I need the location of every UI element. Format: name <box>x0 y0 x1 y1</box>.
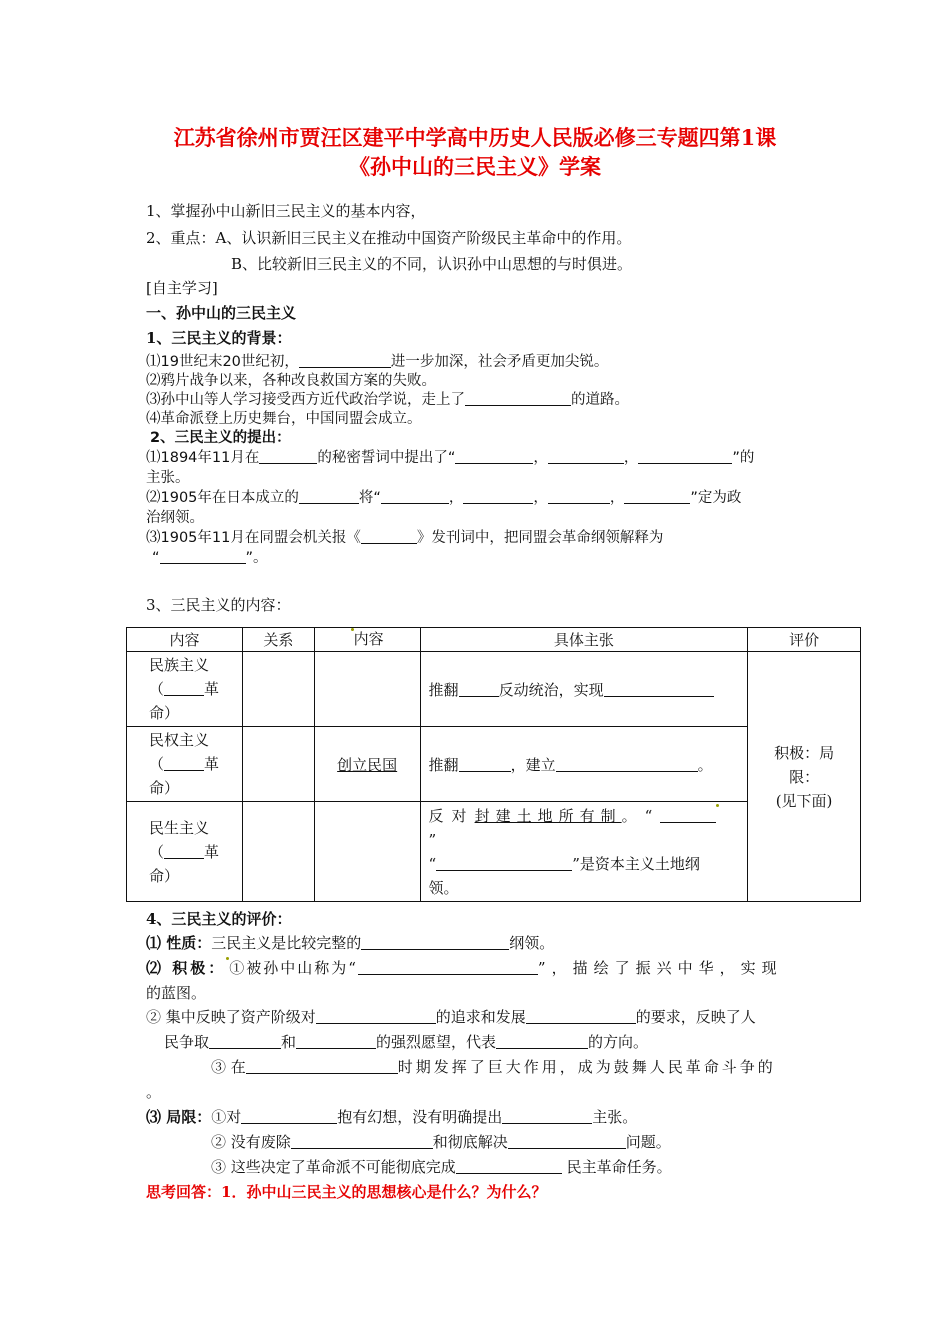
claim-cell: 反对封建土地所有制。“ ” “ ”是资本主义土地纲 领。 <box>420 802 748 902</box>
proposal-item-2: ⑵1905年在日本成立的 将“ ， ， ， ”定为政 <box>146 490 742 506</box>
limit-line-1: ⑶ 局限：①对 抱有幻想，没有明确提出 主张。 <box>146 1108 638 1126</box>
limit-line-2: ② 没有废除 和彻底解决 问题。 <box>211 1133 671 1151</box>
limit-line-3: ③ 这些决定了革命派不可能彻底完成 民主革命任务。 <box>211 1158 672 1176</box>
section-label: [自主学习] <box>146 279 218 297</box>
proposal-item-1: ⑴1894年11月在 的秘密誓词中提出了“ ， ， ”的 <box>146 450 755 466</box>
relation-cell <box>242 802 314 902</box>
background-item-2: ⑵鸦片战争以来，各种改良救国方案的失败。 <box>146 373 436 389</box>
positive-line-3-cont: 。 <box>146 1083 162 1101</box>
evaluation-heading: 4、三民主义的评价： <box>146 910 292 928</box>
document-title-line2: 《孙中山的三民主义》学案 <box>349 154 601 179</box>
proposal-item-1-cont: 主张。 <box>146 470 190 486</box>
background-item-3: ⑶孙中山等人学习接受西方近代政治学说，走上了 的道路。 <box>146 392 629 408</box>
think-question: 思考回答：1．孙中山三民主义的思想核心是什么？为什么？ <box>146 1183 547 1201</box>
relation-cell <box>242 652 314 727</box>
background-heading: 1、三民主义的背景： <box>146 329 292 347</box>
table-header-cell: 具体主张 <box>420 628 748 652</box>
principle-cell: 民族主义 （ 革 命） <box>127 652 243 727</box>
objective-3: B、比较新旧三民主义的不同，认识孙中山思想的与时俱进。 <box>231 255 633 273</box>
document-title-line1: 江苏省徐州市贾汪区建平中学高中历史人民版必修三专题四第1课 <box>173 125 777 150</box>
claim-cell: 推翻 反动统治，实现 <box>420 652 748 727</box>
table-header-cell: 内容 <box>127 628 243 652</box>
table-header-cell: 内容 <box>314 628 420 652</box>
objective-2: 2、重点：A、认识新旧三民主义在推动中国资产阶级民主革命中的作用。 <box>146 229 632 247</box>
objective-1: 1、掌握孙中山新旧三民主义的基本内容， <box>146 202 426 220</box>
content-heading: 3、三民主义的内容： <box>146 596 291 614</box>
content-cell <box>314 652 420 727</box>
content-cell <box>314 802 420 902</box>
evaluation-cell: 积极：局 限： (见下面) <box>748 652 861 902</box>
three-principles-table <box>126 627 861 902</box>
content-cell: 创立民国 <box>314 727 420 802</box>
background-item-4: ⑷革命派登上历史舞台，中国同盟会成立。 <box>146 411 422 427</box>
proposal-heading: 2、三民主义的提出： <box>150 430 291 446</box>
table-header-cell: 评价 <box>748 628 861 652</box>
proposal-item-3-cont: “ ”。 <box>152 550 268 566</box>
relation-cell <box>242 727 314 802</box>
proposal-item-2-cont: 治纲领。 <box>146 510 204 526</box>
claim-cell: 推翻 ，建立 。 <box>420 727 748 802</box>
nature-line: ⑴ 性质：三民主义是比较完整的 纲领。 <box>146 934 555 952</box>
principle-cell: 民权主义 （ 革 命） <box>127 727 243 802</box>
positive-line-3: ③ 在 时期发挥了巨大作用，成为鼓舞人民革命斗争的 <box>211 1058 776 1076</box>
principle-cell: 民生主义 （ 革 命） <box>127 802 243 902</box>
positive-line-1: ⑵ 积极： ①被孙中山称为“ ”，描绘了振兴中华，实现 <box>146 959 783 977</box>
positive-line-2-cont: 民争取 和 的强烈愿望，代表 的方向。 <box>164 1033 649 1051</box>
proposal-item-3: ⑶1905年11月在同盟会机关报《 》发刊词中，把同盟会革命纲领解释为 <box>146 530 664 546</box>
table-header-row <box>127 628 861 652</box>
positive-line-1-cont: 的蓝图。 <box>146 984 207 1002</box>
background-item-1: ⑴19世纪末20世纪初， 进一步加深，社会矛盾更加尖锐。 <box>146 354 609 370</box>
positive-line-2: ② 集中反映了资产阶级对 的追求和发展 的要求，反映了人 <box>146 1008 756 1026</box>
table-header-cell: 关系 <box>242 628 314 652</box>
part1-heading: 一、孙中山的三民主义 <box>146 304 297 322</box>
table-row <box>127 652 861 727</box>
